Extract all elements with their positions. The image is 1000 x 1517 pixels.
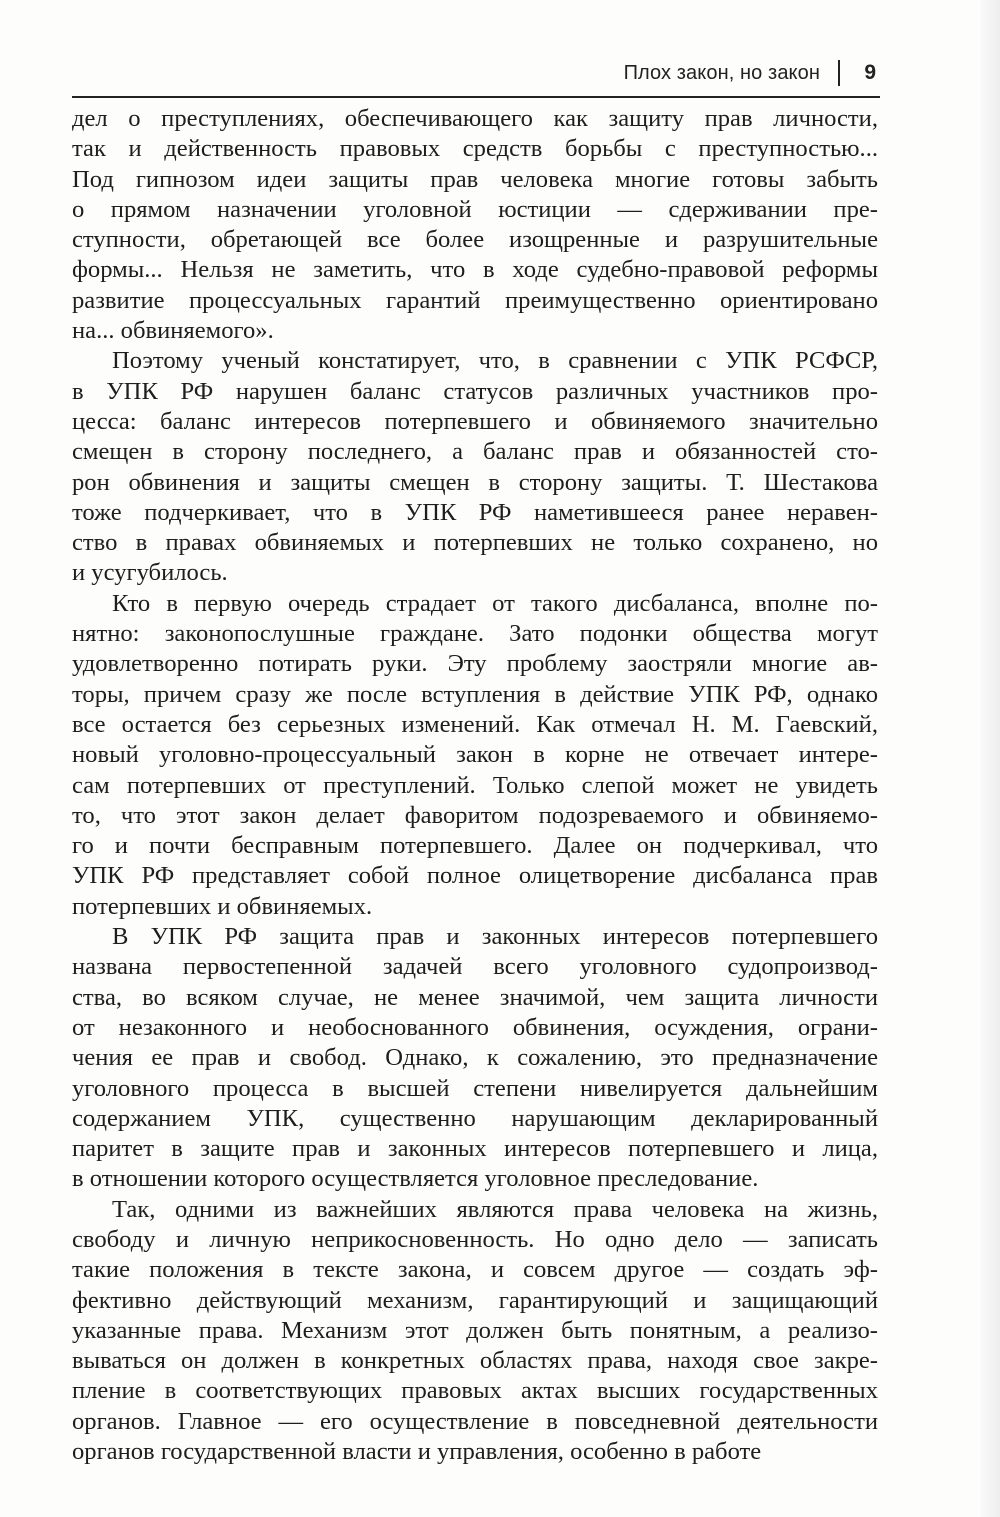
- text-line: нятно: законопослушные граждане. Зато подонки общества могут: [72, 620, 878, 648]
- text-line: пление в соответствующих правовых актах высших государственных: [72, 1377, 878, 1405]
- paragraph: [72, 922, 878, 1195]
- text-line: вываться он должен в конкретных областях права, находя свое закре-: [72, 1347, 878, 1375]
- header-separator: [838, 60, 840, 86]
- text-line: указанные права. Механизм этот должен быть понятным, а реализо-: [72, 1316, 878, 1344]
- paragraph: [72, 589, 878, 922]
- text-line: Поэтому ученый констатирует, что, в сравнении с УПК РСФСР,: [112, 347, 878, 375]
- text-line: смещен в сторону последнего, а баланс прав и обязанностей сто-: [72, 438, 878, 466]
- text-line: в отношении которого осуществляется уголовное преследование.: [72, 1165, 759, 1193]
- text-line: от незаконного и необоснованного обвинения, осуждения, ограни-: [72, 1013, 878, 1041]
- text-line: формы... Нельзя не заметить, что в ходе судебно-правовой реформы: [72, 256, 878, 284]
- text-line: такие положения в тексте закона, и совсем другое — создать эф-: [72, 1256, 878, 1284]
- text-line: то, что этот закон делает фаворитом подозреваемого и обвиняемо-: [72, 801, 878, 829]
- paragraph: [72, 1195, 878, 1468]
- text-line: Под гипнозом идеи защиты прав человека многие готовы забыть: [72, 165, 878, 193]
- paragraph: [72, 104, 878, 346]
- text-line: и усугубилось.: [72, 559, 228, 587]
- text-line: названа первостепенной задачей всего уголовного судопроизвод-: [72, 953, 878, 981]
- text-line: потерпевших и обвиняемых.: [72, 892, 373, 920]
- text-line: ступности, обретающей все более изощренные и разрушительные: [72, 226, 878, 254]
- text-line: в УПК РФ нарушен баланс статусов различных участников про-: [72, 377, 878, 405]
- text-line: все остается без серьезных изменений. Как отмечал Н. М. Гаевский,: [72, 710, 878, 738]
- text-line: органов государственной власти и управления, особенно в работе: [72, 1438, 762, 1466]
- text-line: свободу и личную неприкосновенность. Но одно дело — записать: [72, 1225, 878, 1253]
- running-header: [72, 60, 880, 90]
- body-text: [72, 104, 878, 1467]
- text-line: так и действенность правовых средств борьбы с преступностью...: [72, 135, 878, 163]
- text-line: цесса: баланс интересов потерпевшего и обвиняемого значительно: [72, 407, 878, 435]
- scan-edge: [980, 0, 1000, 1517]
- text-line: В УПК РФ защита прав и законных интересов потерпевшего: [112, 923, 878, 951]
- text-line: о прямом назначении уголовной юстиции — сдерживании пре-: [72, 195, 878, 223]
- text-line: тоже подчеркивает, что в УПК РФ наметившееся ранее неравен-: [72, 498, 878, 526]
- running-header-title: Плох закон, но закон: [623, 62, 820, 84]
- text-line: рон обвинения и защиты смещен в сторону защиты. Т. Шестакова: [72, 468, 878, 496]
- text-line: Так, одними из важнейших являются права человека на жизнь,: [112, 1195, 878, 1223]
- text-line: паритет в защите прав и законных интересов потерпевшего и лица,: [72, 1135, 878, 1163]
- text-line: новый уголовно-процессуальный закон в корне не отвечает интере-: [72, 741, 878, 769]
- text-line: уголовного процесса в высшей степени нивелируется дальнейшим: [72, 1074, 878, 1102]
- text-line: чения ее прав и свобод. Однако, к сожалению, это предназначение: [72, 1044, 878, 1072]
- text-line: сам потерпевших от преступлений. Только слепой может не увидеть: [72, 771, 878, 799]
- text-line: удовлетворенно потирать руки. Эту проблему заостряли многие ав-: [72, 650, 878, 678]
- text-line: Кто в первую очередь страдает от такого дисбаланса, вполне по-: [112, 589, 878, 617]
- paragraph: [72, 346, 878, 588]
- text-line: дел о преступлениях, обеспечивающего как защиту прав личности,: [72, 105, 878, 132]
- text-line: на... обвиняемого».: [72, 317, 274, 345]
- text-line: содержанием УПК, существенно нарушающим декларированный: [72, 1104, 878, 1132]
- text-line: органов. Главное — его осуществление в повседневной деятельности: [72, 1407, 878, 1435]
- text-line: ство в правах обвиняемых и потерпевших не только сохранено, но: [72, 529, 878, 557]
- page-number: 9: [864, 61, 876, 84]
- text-line: ства, во всяком случае, не менее значимой, чем защита личности: [72, 983, 878, 1011]
- text-line: развитие процессуальных гарантий преимущественно ориентировано: [72, 286, 878, 314]
- text-line: УПК РФ представляет собой полное олицетворение дисбаланса прав: [72, 862, 878, 890]
- text-line: го и почти бесправным потерпевшего. Далее он подчеркивал, что: [72, 832, 878, 860]
- text-line: фективно действующий механизм, гарантирующий и защищающий: [72, 1286, 878, 1314]
- text-line: торы, причем сразу же после вступления в действие УПК РФ, однако: [72, 680, 878, 708]
- header-rule: [72, 96, 880, 98]
